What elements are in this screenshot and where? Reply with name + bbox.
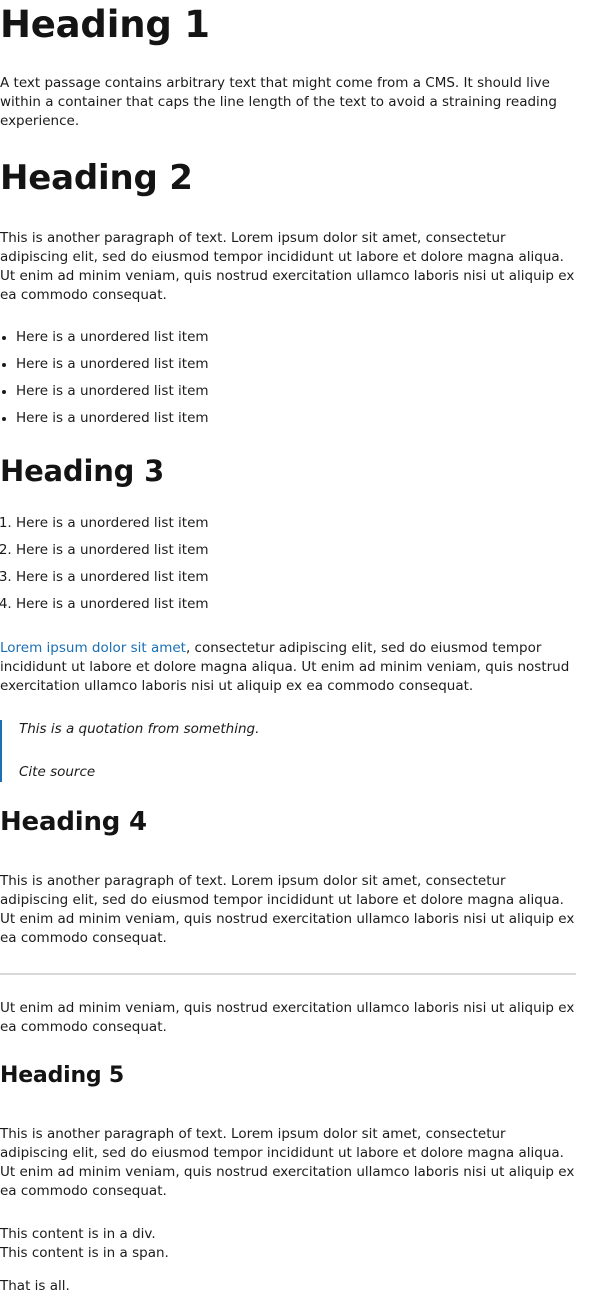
intro-paragraph: A text passage contains arbitrary text that might come from a CMS. It should live within a container that caps the line length of the text to avoid a straining reading experience. [0,75,557,129]
list-item: • Here is a unordered list item [16,382,576,401]
heading-3: Heading 3 [0,454,165,488]
heading-5: Heading 5 [0,1063,125,1088]
after-divider-paragraph: Ut enim ad minim veniam, quis nostrud exercitation ullamco laboris nisi ut aliquip ex ea commodo consequat. [0,1000,575,1035]
list-item: • Here is a unordered list item [16,328,576,347]
list-item: 4. Here is a unordered list item [16,595,576,614]
inline-link[interactable]: Lorem ipsum dolor sit amet [0,640,186,656]
quote-text: This is a quotation from something. [19,721,260,737]
heading-1: Heading 1 [0,3,210,46]
list-item: 3. Here is a unordered list item [16,568,576,587]
list-item: 1. Here is a unordered list item [16,514,576,533]
div-content: This content is in a div. [0,1226,156,1242]
text-passage [0,1,576,1296]
paragraph-lorem-1: This is another paragraph of text. Lorem ipsum dolor sit amet, consectetur adipiscing elit, sed do eiusmod tempor incididunt ut labore et dolore magna aliqua. Ut enim ad minim veniam, quis nostrud exercitation ullamco laboris nisi ut aliquip ex ea commodo consequat. [0,230,575,303]
blockquote [0,720,576,782]
link-paragraph-text: , consectetur adipiscing elit, sed do eiusmod tempor incididunt ut labore et dolore magna aliqua. Ut enim ad minim veniam, quis nostrud exercitation ullamco laboris nisi ut aliquip ex ea commodo consequat. [0,640,570,694]
heading-2: Heading 2 [0,158,193,198]
divider [0,973,576,975]
heading-4: Heading 4 [0,807,147,837]
list-item: • Here is a unordered list item [16,355,576,374]
paragraph-lorem-2: This is another paragraph of text. Lorem ipsum dolor sit amet, consectetur adipiscing elit, sed do eiusmod tempor incididunt ut labore et dolore magna aliqua. Ut enim ad minim veniam, quis nostrud exercitation ullamco laboris nisi ut aliquip ex ea commodo consequat. [0,873,575,946]
list-item: • Here is a unordered list item [16,409,576,428]
paragraph-lorem-3: This is another paragraph of text. Lorem ipsum dolor sit amet, consectetur adipiscing elit, sed do eiusmod tempor incididunt ut labore et dolore magna aliqua. Ut enim ad minim veniam, quis nostrud exercitation ullamco laboris nisi ut aliquip ex ea commodo consequat. [0,1126,575,1199]
closing-text: That is all. [0,1278,70,1294]
cite-source: Cite source [19,764,96,780]
unordered-list [0,328,576,428]
ordered-list [0,514,576,614]
span-content: This content is in a span. [0,1245,169,1261]
list-item: 2. Here is a unordered list item [16,541,576,560]
link-paragraph [0,639,576,696]
